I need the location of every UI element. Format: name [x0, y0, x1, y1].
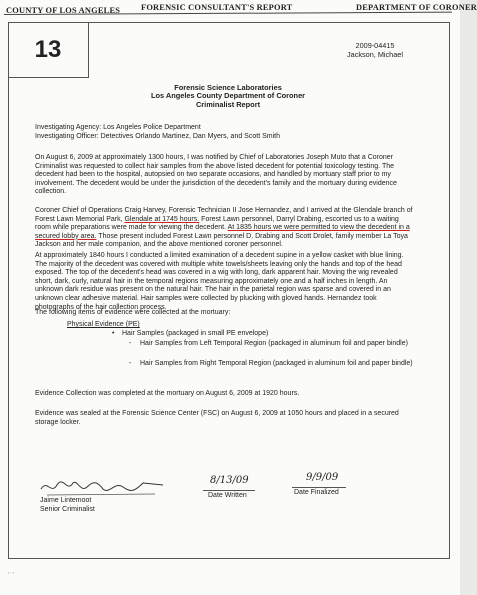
case-number: 2009-04415	[355, 41, 395, 50]
bullet-marker: •	[112, 330, 115, 337]
paragraph-evidence-intro: The following items of evidence were collected at the mortuary:	[35, 309, 231, 316]
sub-dash-1: -	[129, 340, 132, 347]
signer-name: Jaime Lintemoot	[40, 497, 92, 504]
agency-block	[108, 84, 348, 109]
viewing-time-underlined: At 1835 hours we were permitted to view the decedent in a secured lobby area.	[35, 224, 410, 240]
arrival-time-underlined: Glendale at 1745 hours.	[124, 215, 200, 223]
arrival-text-a: Coroner Chief of Operations Craig Harvey, Forensic Technician II Jose Hernandez, and I arrived at the Glendale branch of Forest Lawn Memorial Park,	[35, 207, 413, 223]
header-department: DEPARTMENT OF CORONER	[356, 3, 477, 12]
signer-title: Senior Criminalist	[40, 506, 95, 513]
footer-scan-mark: ▪ ▫ ▪	[8, 570, 15, 575]
sub-dash-2: -	[129, 360, 132, 367]
arrival-text-b: Forest Lawn personnel, Darryl Drabing, escorted us to a waiting room while preparations were made for viewing the decedent.	[35, 215, 399, 232]
agency-line-1: Forensic Science Laboratories	[174, 83, 282, 92]
paragraph-notification: On August 6, 2009 at approximately 1300 hours, I was notified by Chief of Laboratories Joseph Muto that a Coroner Criminalist was requested to collect hair samples from the above listed decedent for potential toxicology testing. The decedent had been to the hospital, autopsied on two separate occasions, and handled by mortuary staff prior to my involvement. The decedent would be under the jurisdiction of the decedent's family and the mortuary during evidence collection.	[35, 154, 397, 196]
page-number: 13	[8, 22, 89, 78]
decedent-name: Jackson, Michael	[347, 49, 403, 59]
evidence-sub-1: Hair Samples from Left Temporal Region (packaged in aluminum foil and paper bindle)	[140, 340, 408, 347]
date-written-rule	[203, 490, 255, 491]
agency-line-3: Criminalist Report	[195, 99, 261, 109]
evidence-bullet: Hair Samples (packaged in small PE envelope)	[122, 330, 269, 337]
paragraph-arrival	[35, 207, 413, 250]
investigating-officer: Investigating Officer: Detectives Orlando Martinez, Dan Myers, and Scott Smith	[35, 133, 280, 140]
header-county: COUNTY OF LOS ANGELES	[6, 6, 121, 15]
date-written-value: 8/13/09	[210, 475, 249, 486]
case-identifier	[340, 42, 410, 59]
date-finalized-label: Date Finalized	[294, 489, 339, 496]
investigating-agency: Investigating Agency: Los Angeles Police Department	[35, 124, 201, 131]
paragraph-collection-complete: Evidence Collection was completed at the mortuary on August 6, 2009 at 1920 hours.	[35, 390, 300, 397]
paragraph-examination: At approximately 1840 hours I conducted a limited examination of a decedent supine in a yellow casket with blue lining. The majority of the decedent was covered with multiple white towels/sheets leaving only the hands and top of the head exposed. The top of the decedent's head was covered in a wig with long, dark apparent hair. Moving the wig revealed short, dark, curly, natural hair in the temporal regions measuring approximately one and a half inches in length. An unknown dark residue was present on the natural hair. The hair in the parietal region was sparse and covered in an unknown clear adhesive material. Hair samples were collected by plucking with gloved hands. Hernandez took photographs of the hair collection process.	[35, 252, 404, 311]
header-title: FORENSIC CONSULTANT'S REPORT	[141, 3, 293, 12]
date-written-label: Date Written	[208, 492, 247, 499]
date-finalized-rule	[292, 487, 346, 488]
date-finalized-value: 9/9/09	[306, 472, 339, 483]
evidence-sub-2: Hair Samples from Right Temporal Region (packaged in aluminum foil and paper bindle)	[140, 360, 413, 367]
signature-image	[37, 473, 167, 499]
paragraph-sealed: Evidence was sealed at the Forensic Science Center (FSC) on August 6, 2009 at 1050 hours and placed in a secured storage locker.	[35, 410, 399, 426]
agency-line-2: Los Angeles County Department of Coroner	[150, 91, 306, 101]
arrival-text-c: Those present included Forest Lawn personnel D. Drabing and Scott Drolet, family member La Toya Jackson and her male companion, and the above mentioned coroner personnel.	[35, 232, 408, 249]
evidence-heading: Physical Evidence (PE)	[67, 321, 140, 328]
